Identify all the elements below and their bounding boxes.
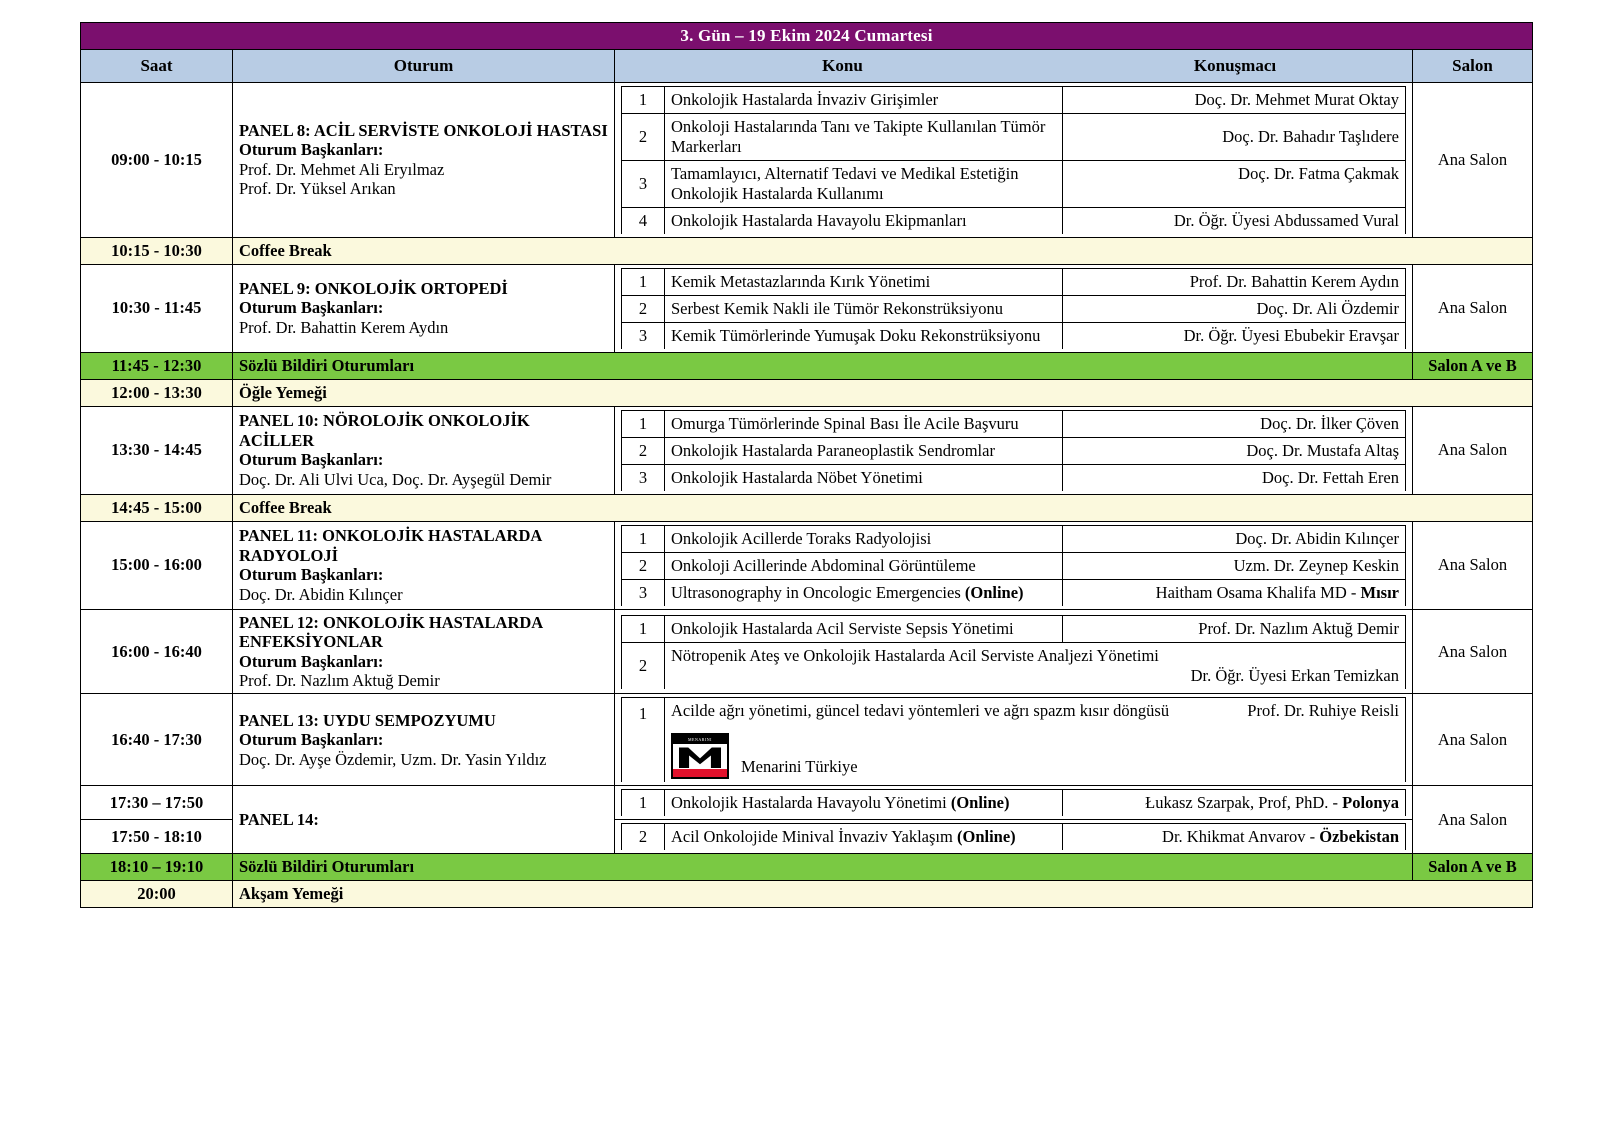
session-cell [233, 521, 615, 609]
topic-text: Onkolojik Acillerde Toraks Radyolojisi [665, 525, 1063, 552]
chairs-label: Oturum Başkanları: [239, 298, 384, 318]
break-label: Coffee Break [233, 494, 1533, 521]
topic-number: 2 [622, 295, 665, 322]
speaker-name: Doç. Dr. Ali Özdemir [1063, 295, 1406, 322]
time-cell: 11:45 - 12:30 [81, 352, 233, 379]
col-header-speaker: Konuşmacı [1193, 56, 1277, 75]
oral-session-label: Sözlü Bildiri Oturumları [233, 352, 1413, 379]
topic-row [622, 114, 1406, 161]
topic-online-badge: (Online) [956, 827, 1016, 847]
chair-name: Prof. Dr. Yüksel Arıkan [239, 179, 396, 199]
topic-text [665, 579, 1063, 606]
topic-text: Serbest Kemik Nakli ile Tümör Rekonstrüksiyonu [665, 295, 1063, 322]
session-cell [233, 694, 615, 786]
session-cell [233, 406, 615, 494]
time-cell: 12:00 - 13:30 [81, 379, 233, 406]
chairs-label: Oturum Başkanları: [239, 730, 384, 750]
hall-cell: Ana Salon [1413, 609, 1533, 694]
col-header-session: Oturum [233, 50, 615, 83]
topic-row [622, 295, 1406, 322]
speaker-name: Dr. Öğr. Üyesi Ebubekir Eravşar [1063, 322, 1406, 349]
break-row [81, 881, 1533, 908]
topics-cell [615, 83, 1413, 238]
topic-number: 3 [622, 161, 665, 208]
chairs-label: Oturum Başkanları: [239, 450, 384, 470]
topic-row [622, 268, 1406, 295]
break-row [81, 237, 1533, 264]
session-title: PANEL 14: [239, 810, 319, 830]
hall-cell: Ana Salon [1413, 406, 1533, 494]
topics-cell [615, 264, 1413, 352]
topic-text: Onkoloji Hastalarında Tanı ve Takipte Kullanılan Tümör Markerları [665, 114, 1063, 161]
hall-cell: Ana Salon [1413, 694, 1533, 786]
time-cell: 13:30 - 14:45 [81, 406, 233, 494]
topic-number: 1 [622, 87, 665, 114]
time-cell: 17:30 – 17:50 [81, 786, 233, 820]
topics-cell [615, 521, 1413, 609]
col-header-hall: Salon [1413, 50, 1533, 83]
topic-text: Onkoloji Acillerinde Abdominal Görüntüleme [665, 552, 1063, 579]
sponsor-name: Menarini Türkiye [741, 757, 858, 777]
time-cell: 18:10 – 19:10 [81, 854, 233, 881]
speaker-country: Polonya [1342, 793, 1399, 813]
topic-text: Kemik Metastazlarında Kırık Yönetimi [665, 268, 1063, 295]
topics-cell [615, 609, 1413, 694]
chair-name: Prof. Dr. Mehmet Ali Eryılmaz [239, 159, 445, 179]
topic-number: 3 [622, 464, 665, 491]
day-header: 3. Gün – 19 Ekim 2024 Cumartesi [81, 23, 1533, 50]
speaker-country: Özbekistan [1319, 827, 1399, 847]
speaker-name: Doç. Dr. Mustafa Altaş [1063, 437, 1406, 464]
topic-row [622, 642, 1406, 689]
speaker-country: Mısır [1360, 582, 1399, 602]
session-cell [233, 264, 615, 352]
time-cell: 15:00 - 16:00 [81, 521, 233, 609]
topic-row [622, 464, 1406, 491]
oral-session-label: Sözlü Bildiri Oturumları [233, 854, 1413, 881]
topics-cell [615, 786, 1413, 820]
topic-row [622, 790, 1406, 817]
topic-number: 2 [622, 642, 665, 689]
speaker-name: Prof. Dr. Bahattin Kerem Aydın [1063, 268, 1406, 295]
time-cell: 10:15 - 10:30 [81, 237, 233, 264]
topic-row [622, 437, 1406, 464]
topic-row [622, 615, 1406, 642]
topic-online-badge: (Online) [964, 582, 1024, 602]
topic-row [622, 552, 1406, 579]
menarini-logo-icon [671, 733, 729, 779]
topic-row [622, 87, 1406, 114]
time-cell: 16:00 - 16:40 [81, 609, 233, 694]
time-cell: 10:30 - 11:45 [81, 264, 233, 352]
session-title: PANEL 13: UYDU SEMPOZYUMU [239, 710, 496, 730]
menarini-m-mark [679, 747, 721, 768]
speaker-name: Doç. Dr. Fettah Eren [1063, 464, 1406, 491]
time-cell: 09:00 - 10:15 [81, 83, 233, 238]
topic-text-main: Acilde ağrı yönetimi, güncel tedavi yöntemleri ve ağrı spazm kısır döngüsü [671, 701, 1170, 721]
day-header-row [81, 23, 1533, 50]
topic-number: 1 [622, 525, 665, 552]
topic-number: 1 [622, 790, 665, 817]
topic-row [622, 698, 1406, 783]
topic-row [622, 322, 1406, 349]
topics-cell [615, 406, 1413, 494]
session-title: PANEL 12: ONKOLOJİK HASTALARDA ENFEKSİYONLAR [239, 612, 543, 652]
time-cell: 14:45 - 15:00 [81, 494, 233, 521]
time-cell: 17:50 - 18:10 [81, 820, 233, 854]
topic-text [665, 642, 1406, 689]
topic-number: 1 [622, 698, 665, 783]
topic-text: Onkolojik Hastalarda Havayolu Ekipmanları [665, 207, 1063, 234]
topic-number: 2 [622, 552, 665, 579]
break-label: Öğle Yemeği [233, 379, 1533, 406]
hall-cell: Salon A ve B [1413, 352, 1533, 379]
chairs-label: Oturum Başkanları: [239, 140, 384, 160]
topic-text: Onkolojik Hastalarda Acil Serviste Sepsis Yönetimi [665, 615, 1063, 642]
speaker-name: Doç. Dr. Mehmet Murat Oktay [1063, 87, 1406, 114]
hall-cell: Salon A ve B [1413, 854, 1533, 881]
break-label: Coffee Break [233, 237, 1533, 264]
topic-number: 2 [622, 824, 665, 851]
speaker-name: Dr. Öğr. Üyesi Abdussamed Vural [1063, 207, 1406, 234]
oral-session-row [81, 352, 1533, 379]
session-title: PANEL 10: NÖROLOJİK ONKOLOJİK ACİLLER [239, 411, 530, 450]
sponsor-logo-block [671, 733, 1399, 779]
topic-text: Onkolojik Hastalarda İnvaziv Girişimler [665, 87, 1063, 114]
speaker-name: Doç. Dr. Fatma Çakmak [1063, 161, 1406, 208]
column-header-row [81, 50, 1533, 83]
speaker-name: Doç. Dr. Abidin Kılınçer [1063, 525, 1406, 552]
topic-number: 3 [622, 579, 665, 606]
topic-online-badge: (Online) [950, 793, 1010, 813]
table-row [81, 694, 1533, 786]
topics-cell [615, 694, 1413, 786]
speaker-name: Uzm. Dr. Zeynep Keskin [1063, 552, 1406, 579]
topic-text: Onkolojik Hastalarda Paraneoplastik Sendromlar [665, 437, 1063, 464]
chair-name: Prof. Dr. Bahattin Kerem Aydın [239, 317, 449, 337]
topic-text: Tamamlayıcı, Alternatif Tedavi ve Medikal Estetiğin Onkolojik Hastalarda Kullanımı [665, 161, 1063, 208]
chairs-label: Oturum Başkanları: [239, 565, 384, 585]
time-cell: 20:00 [81, 881, 233, 908]
topic-number: 1 [622, 268, 665, 295]
oral-session-row [81, 854, 1533, 881]
topic-text [665, 698, 1406, 783]
table-row [81, 264, 1533, 352]
topic-number: 2 [622, 114, 665, 161]
topic-text-main: Nötropenik Ateş ve Onkolojik Hastalarda Acil Serviste Analjezi Yönetimi [671, 645, 1159, 665]
topic-text: Onkolojik Hastalarda Nöbet Yönetimi [665, 464, 1063, 491]
hall-cell: Ana Salon [1413, 521, 1533, 609]
speaker-name [1063, 824, 1406, 851]
speaker-name: Doç. Dr. Bahadır Taşlıdere [1063, 114, 1406, 161]
topic-text-main: Acil Onkolojide Minival İnvaziv Yaklaşım [671, 827, 953, 847]
session-cell [233, 83, 615, 238]
hall-cell: Ana Salon [1413, 264, 1533, 352]
table-row [81, 609, 1533, 694]
hall-cell: Ana Salon [1413, 786, 1533, 854]
topic-row [622, 161, 1406, 208]
speaker-name: Prof. Dr. Nazlım Aktuğ Demir [1063, 615, 1406, 642]
speaker-name: Prof. Dr. Ruhiye Reisli [1247, 701, 1399, 721]
topic-number: 4 [622, 207, 665, 234]
topic-row [622, 579, 1406, 606]
speaker-name [1063, 790, 1406, 817]
session-title: PANEL 9: ONKOLOJİK ORTOPEDİ [239, 278, 508, 298]
topic-text [665, 824, 1063, 851]
table-row [81, 83, 1533, 238]
topic-number: 1 [622, 410, 665, 437]
chairs-label: Oturum Başkanları: [239, 651, 384, 671]
break-row [81, 494, 1533, 521]
topic-text: Omurga Tümörlerinde Spinal Bası İle Acile Başvuru [665, 410, 1063, 437]
topics-cell [615, 820, 1413, 854]
topic-number: 2 [622, 437, 665, 464]
menarini-logo-text: MENARINI [673, 735, 727, 744]
chair-name: Doç. Dr. Abidin Kılınçer [239, 584, 403, 604]
topic-text-main: Ultrasonography in Oncologic Emergencies [671, 582, 961, 602]
hall-cell: Ana Salon [1413, 83, 1533, 238]
col-header-time: Saat [81, 50, 233, 83]
speaker-name-main: Dr. Khikmat Anvarov - [1162, 827, 1320, 847]
topic-row [622, 824, 1406, 851]
topic-number: 3 [622, 322, 665, 349]
table-row [81, 521, 1533, 609]
break-row [81, 379, 1533, 406]
session-title: PANEL 8: ACİL SERVİSTE ONKOLOJİ HASTASI [239, 120, 608, 140]
schedule-table [80, 22, 1533, 908]
chair-name: Doç. Dr. Ayşe Özdemir, Uzm. Dr. Yasin Yıldız [239, 749, 547, 769]
time-cell: 16:40 - 17:30 [81, 694, 233, 786]
topic-row [622, 525, 1406, 552]
chair-name: Doç. Dr. Ali Ulvi Uca, Doç. Dr. Ayşegül Demir [239, 469, 552, 489]
table-row [81, 406, 1533, 494]
topic-text-main: Onkolojik Hastalarda Havayolu Yönetimi [671, 793, 947, 813]
session-cell [233, 609, 615, 694]
speaker-name-main: Haitham Osama Khalifa MD - [1155, 582, 1361, 602]
col-header-topic-speaker [615, 50, 1413, 83]
speaker-name [1063, 579, 1406, 606]
session-title: PANEL 11: ONKOLOJİK HASTALARDA RADYOLOJİ [239, 526, 542, 565]
topic-row [622, 410, 1406, 437]
topic-number: 1 [622, 615, 665, 642]
speaker-name: Doç. Dr. İlker Çöven [1063, 410, 1406, 437]
speaker-name: Dr. Öğr. Üyesi Erkan Temizkan [1190, 665, 1399, 685]
topic-text [665, 790, 1063, 817]
topic-text: Kemik Tümörlerinde Yumuşak Doku Rekonstrüksiyonu [665, 322, 1063, 349]
break-label: Akşam Yemeği [233, 881, 1533, 908]
col-header-topic: Konu [822, 56, 863, 75]
menarini-red-bar [673, 769, 727, 777]
chair-name: Prof. Dr. Nazlım Aktuğ Demir [239, 671, 440, 690]
speaker-name-main: Łukasz Szarpak, Prof, PhD. - [1145, 793, 1343, 813]
table-row [81, 786, 1533, 820]
session-cell [233, 786, 615, 854]
topic-row [622, 207, 1406, 234]
